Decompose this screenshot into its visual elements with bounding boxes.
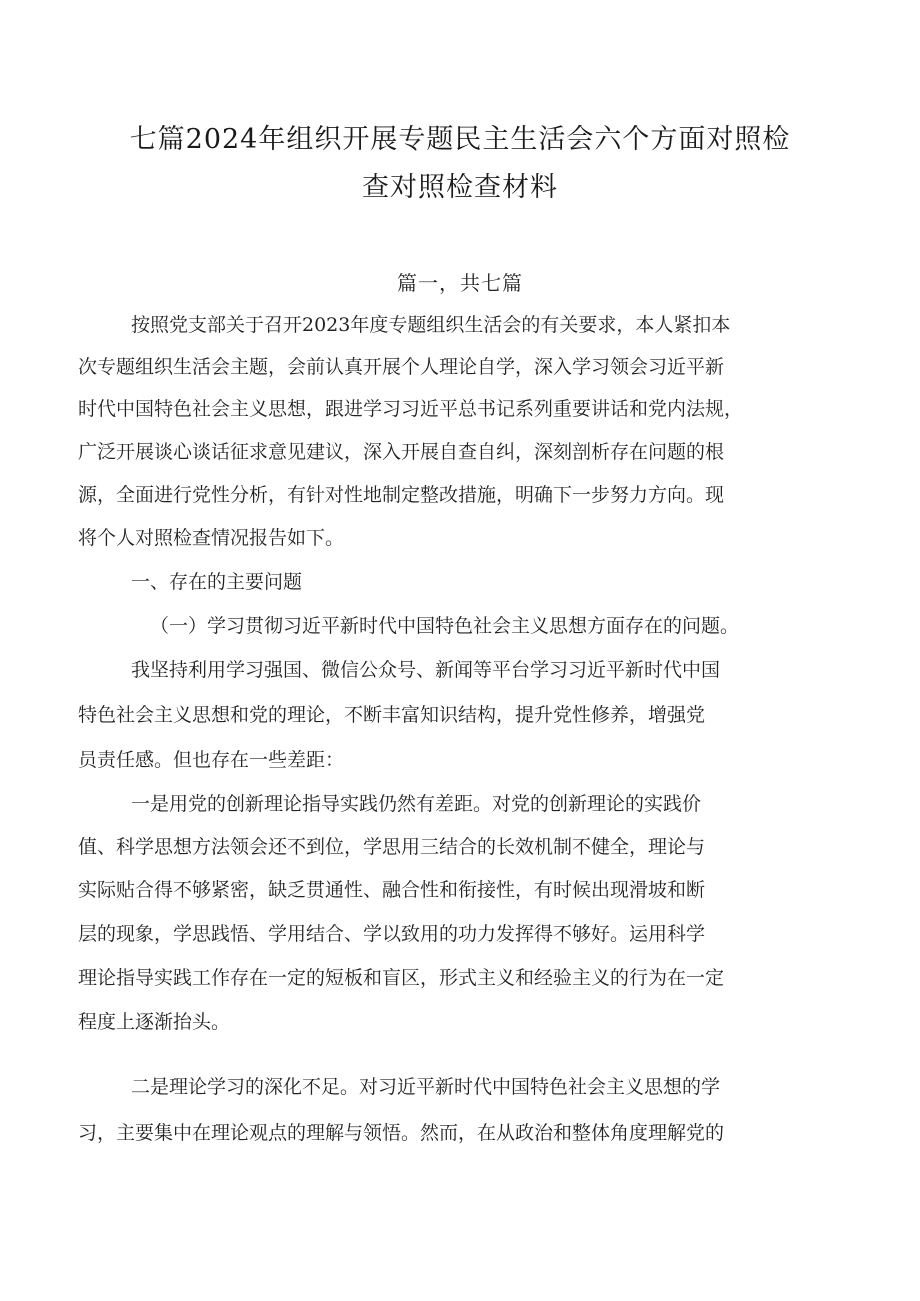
paragraph-line: 按照党支部关于召开2023年度专题组织生活会的有关要求，本人紧扣本 [131, 314, 731, 336]
document-title-line-1: 七篇2024年组织开展专题民主生活会六个方面对照检 [129, 124, 791, 155]
paragraph-line: 层的现象，学思践悟、学用结合、学以致用的功力发挥得不够好。运用科学 [78, 923, 706, 945]
subsection-heading: （一）学习贯彻习近平新时代中国特色社会主义思想方面存在的问题。 [150, 615, 740, 637]
document-title-line-2: 查对照检查材料 [362, 172, 558, 203]
paragraph-line: 将个人对照检查情况报告如下。 [78, 527, 345, 549]
paragraph-line: 时代中国特色社会主义思想，跟进学习习近平总书记系列重要讲话和党内法规， [78, 398, 744, 420]
paragraph-line: 特色社会主义思想和党的理论，不断丰富知识结构，提升党性修养，增强党 [78, 704, 706, 726]
paragraph-line: 实际贴合得不够紧密，缺乏贯通性、融合性和衔接性，有时候出现滑坡和断 [78, 879, 706, 901]
section-heading: 一、存在的主要问题 [131, 571, 303, 593]
paragraph-line: 广泛开展谈心谈话征求意见建议，深入开展自查自纠，深刻剖析存在问题的根 [78, 441, 725, 463]
paragraph-line: 值、科学思想方法领会还不到位，学思用三结合的长效机制不健全，理论与 [78, 836, 706, 858]
paragraph-line: 习，主要集中在理论观点的理解与领悟。然而，在从政治和整体角度理解党的 [78, 1122, 725, 1144]
paragraph-line: 理论指导实践工作存在一定的短板和盲区，形式主义和经验主义的行为在一定 [78, 967, 725, 989]
paragraph-line: 一是用党的创新理论指导实践仍然有差距。对党的创新理论的实践价 [131, 793, 702, 815]
paragraph-line: 次专题组织生活会主题，会前认真开展个人理论自学，深入学习领会习近平新 [78, 356, 725, 378]
paragraph-line: 源，全面进行党性分析，有针对性地制定整改措施，明确下一步努力方向。现 [78, 484, 725, 506]
document-subtitle: 篇一，共七篇 [397, 271, 523, 295]
paragraph-line: 二是理论学习的深化不足。对习近平新时代中国特色社会主义思想的学 [131, 1076, 721, 1098]
paragraph-line: 我坚持利用学习强国、微信公众号、新闻等平台学习习近平新时代中国 [131, 659, 721, 681]
paragraph-line: 程度上逐渐抬头。 [78, 1011, 231, 1033]
paragraph-line: 员责任感。但也存在一些差距： [78, 749, 345, 771]
